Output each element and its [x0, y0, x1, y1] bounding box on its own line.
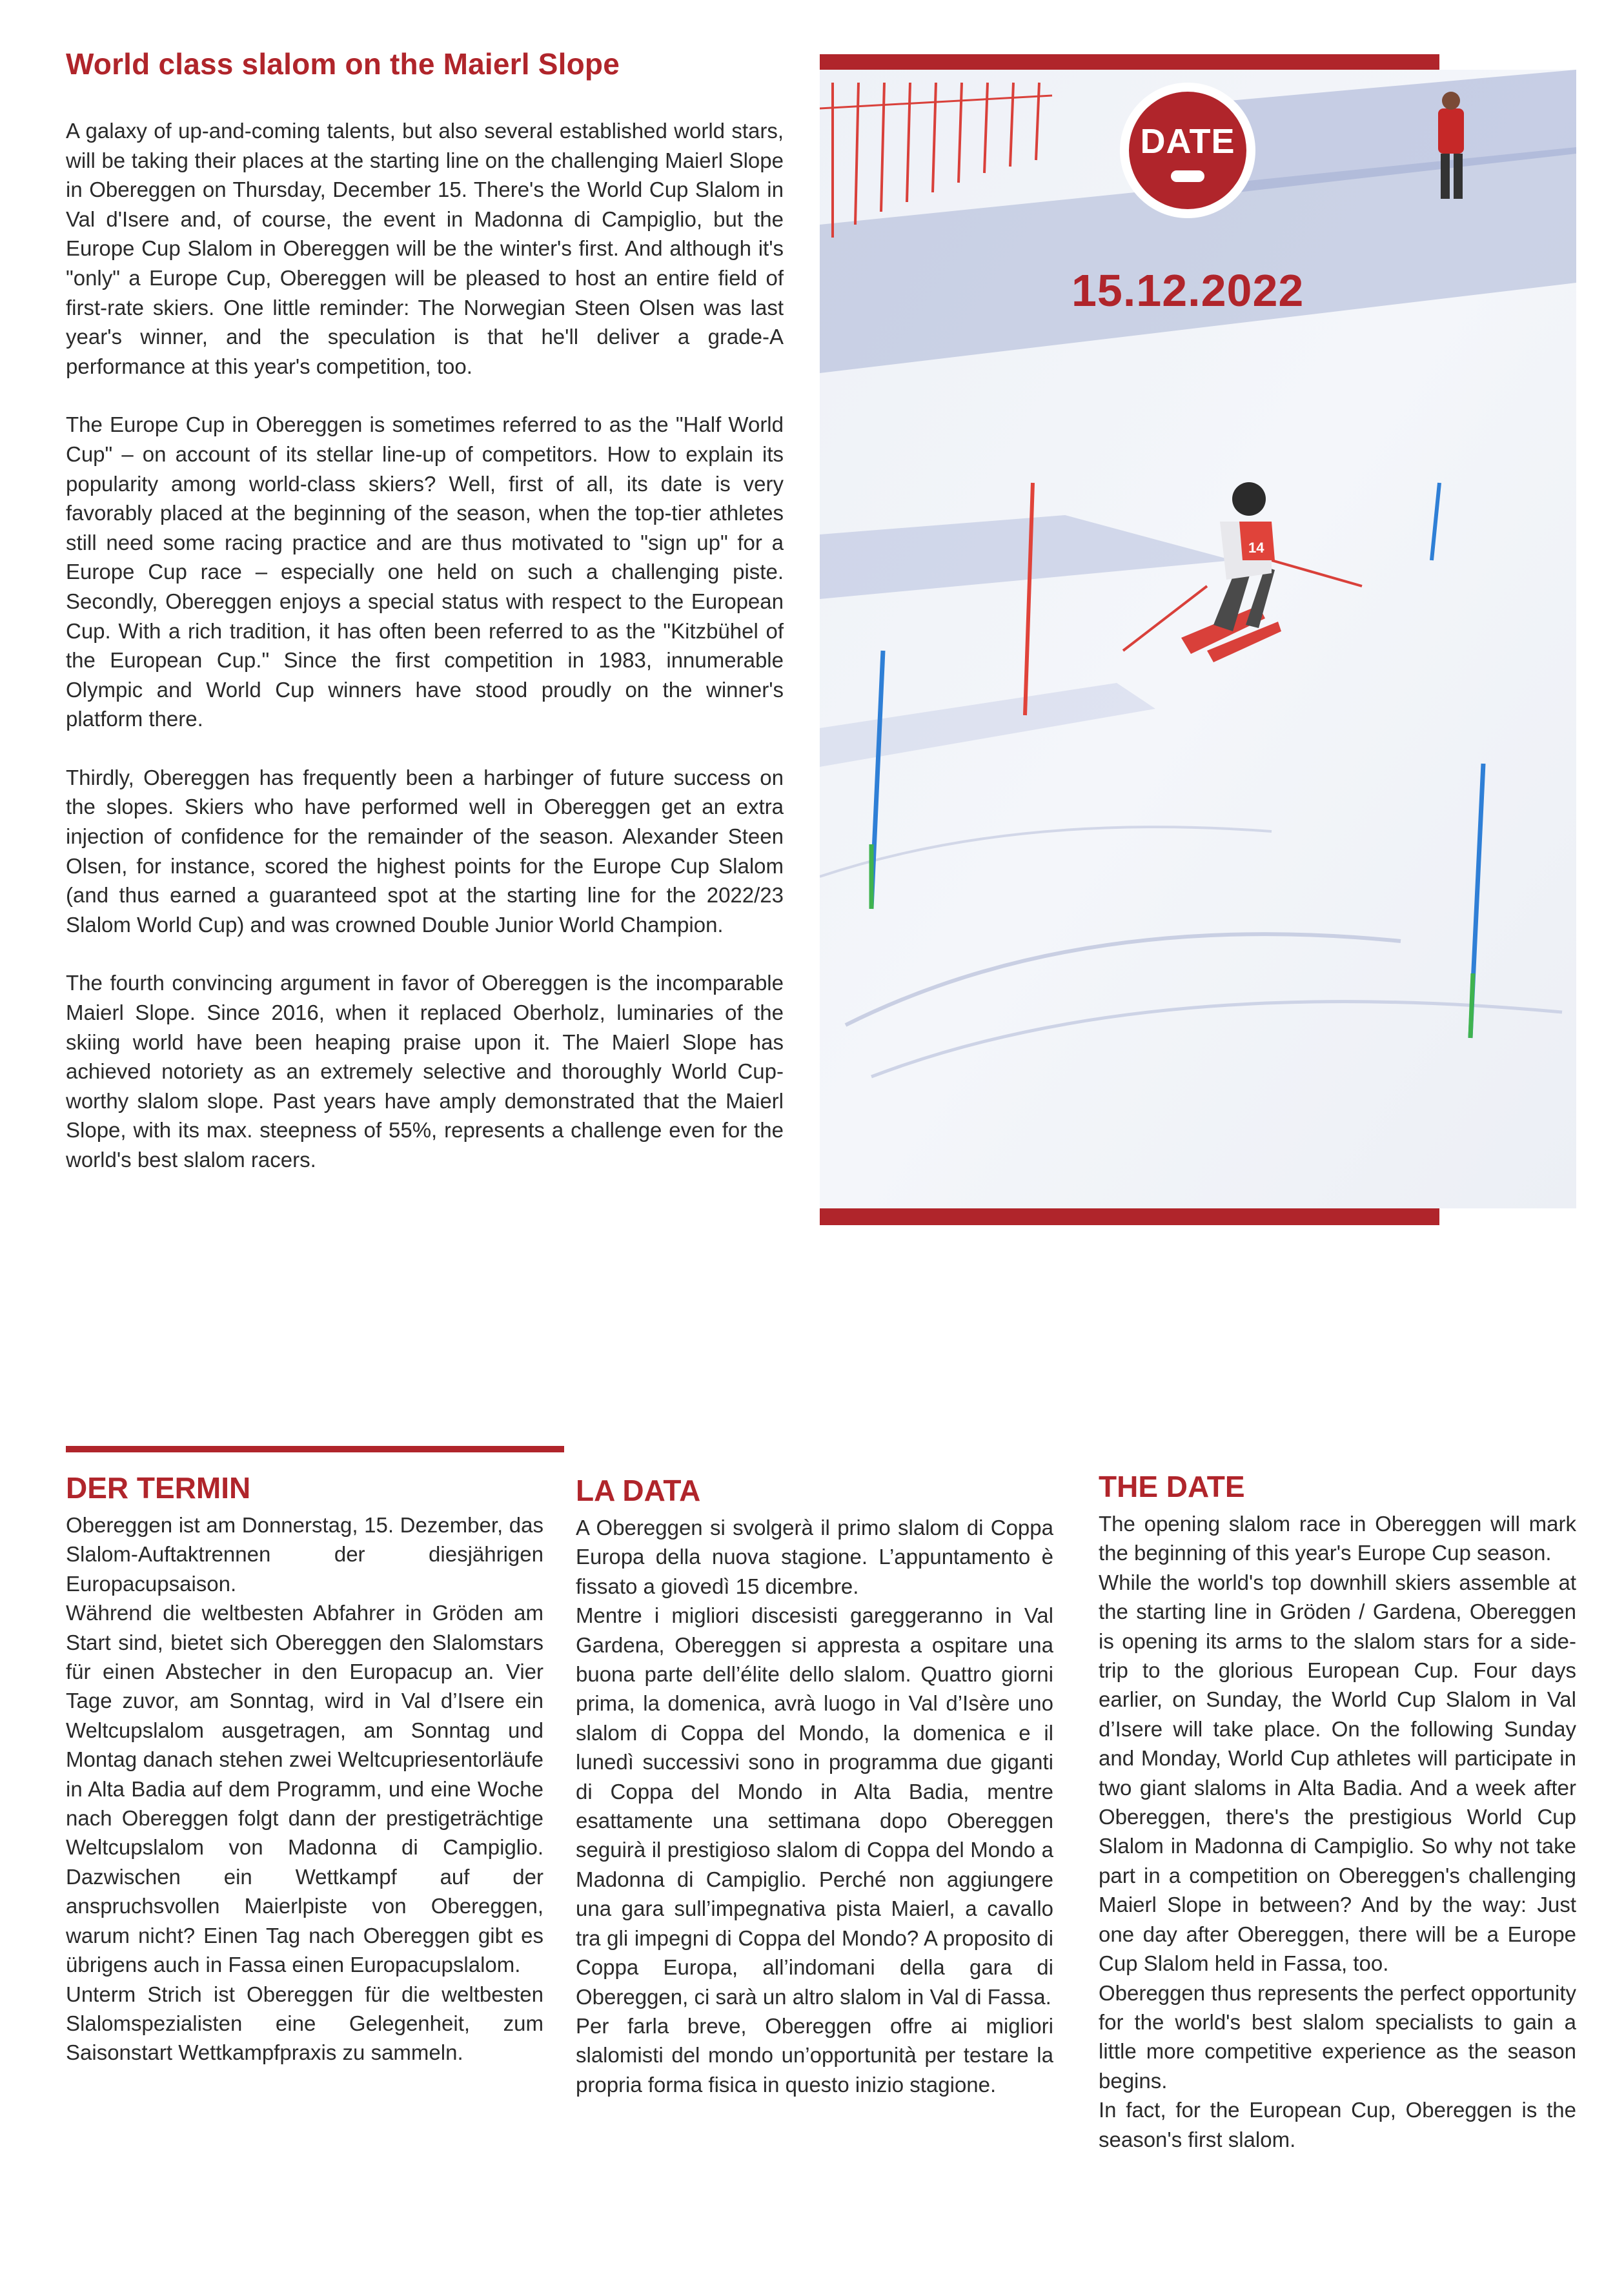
column-heading-en: THE DATE: [1099, 1470, 1245, 1503]
column-text-de: Obereggen ist am Donnerstag, 15. Dezember, das Slalom-Auftaktrennen der diesjährigen Europacupsaison. Während die weltbesten Abfahrer in Gröden am Start sind, bietet sich Obereggen den Slalomstars für einen Abstecher in den Europacup an. Vier Tage zuvor, am Sonntag, wird in Val d’Isere ein Weltcupslalom ausgetragen, am Sonntag und Montag danach stehen zwei Weltcupriesentorläufe in Alta Badia auf dem Programm, und eine Woche nach Obereggen folgt dann der prestigeträchtige Weltcupslalom von Madonna di Campiglio. Dazwischen ein Wettkampf auf der anspruchsvollen Maierlpiste von Obereggen, warum nicht? Einen Tag nach Obereggen gibt es übrigens auch in Fassa einen Europacupslalom. Unterm Strich ist Obereggen für die weltbesten Slalomspezialisten eine Gelegenheit, zum Saisonstart Wettkampfpraxis zu sammeln.: [66, 1513, 543, 2065]
slalom-photo-frame: [820, 54, 1576, 1224]
article-paragraph: Thirdly, Obereggen has frequently been a harbinger of future success on the slopes. Skiers who have performed well in Obereggen get an extra injection of confidence for the remainder of the season. Alexander Steen Olsen, for instance, scored the highest points for the Europe Cup Slalom (and thus earned a guaranteed spot at the starting line for the 2022/23 Slalom World Cup) and was crowned Double Junior World Champion.: [66, 765, 784, 937]
date-badge: [1120, 83, 1255, 218]
column-text-en: The opening slalom race in Obereggen will mark the beginning of this year's Europe Cup season. While the world's top downhill skiers assemble at the starting line in Gröden / Gardena, Obereggen is opening its arms to the slalom stars for a side-trip to the glorious European Cup. Four days earlier, on Sunday, the World Cup Slalom in Val d’Isere will take place. On the following Sunday and Monday, World Cup athletes will participate in two giant slaloms in Alta Badia. And a week after Obereggen, there's the prestigious World Cup Slalom in Madonna di Campiglio. So why not take part in a competition on Obereggen's challenging Maierl Slope in between? And by the way: Just one day after Obereggen, there will be a Europe Cup Slalom held in Fassa, too. Obereggen thus represents the perfect opportunity for the world's best slalom specialists to gain a little more competitive experience as the season begins. In fact, for the European Cup, Obereggen is the season's first slalom.: [1099, 1512, 1576, 2151]
column-german: [66, 1470, 543, 2068]
article-paragraph: A galaxy of up-and-coming talents, but also several established world stars, will be taking their places at the starting line on the challenging Maierl Slope in Obereggen on Thursday, December 15. There's the World Cup Slalom in Val d'Isere and, of course, the event in Madonna di Campiglio, but the Europe Cup Slalom in Obereggen will be the winter's first. And although it's "only" a Europe Cup, Obereggen will be pleased to host an entire field of first-rate skiers. One little reminder: The Norwegian Steen Olsen was last year's winner, and the speculation is that he'll deliver a grade-A performance at this year's competition, too.: [66, 119, 784, 378]
column-english: [1099, 1469, 1576, 2154]
article-paragraph: The fourth convincing argument in favor of Obereggen is the incomparable Maierl Slope. Since 2016, when it replaced Oberholz, luminaries of the skiing world have been heaping praise upon it. The Maierl Slope has achieved notoriety as an extremely selective and thoroughly World Cup-worthy slalom slope. Past years have amply demonstrated that the Maierl Slope, with its max. steepness of 55%, represents a challenge even for the world's best slalom racers.: [66, 971, 784, 1172]
slalom-photo: [820, 70, 1576, 1208]
photo-top-bar: [820, 54, 1439, 70]
event-date: 15.12.2022: [1071, 265, 1304, 316]
column-italian: [576, 1473, 1053, 2099]
ski-slope-illustration: [820, 70, 1576, 1208]
section-divider: [66, 1446, 564, 1452]
column-text-it: A Obereggen si svolgerà il primo slalom di Coppa Europa della nuova stagione. L’appuntamento è fissato a giovedì 15 dicembre. Mentre i migliori discesisti gareggeranno in Val Gardena, Obereggen si appresta a ospitare una buona parte dell’élite dello slalom. Quattro giorni prima, la domenica, avrà luogo in Val d’Isère uno slalom di Coppa del Mondo, la domenica e il lunedì successivi sono in programma due giganti di Coppa del Mondo in Alta Badia, mentre esattamente una settimana dopo Obereggen seguirà il prestigioso slalom di Coppa del Mondo a Madonna di Campiglio. Perché non aggiungere una gara sull’impegnativa pista Maierl, a cavallo tra gli impegni di Coppa del Mondo? A proposito di Coppa Europa, all’indomani della gara di Obereggen, ci sarà un altro slalom in Val di Fassa. Per farla breve, Obereggen offre ai migliori slalomisti del mondo un’opportunità per testare la propria forma fisica in questo inizio stagione.: [576, 1516, 1053, 2097]
date-badge-circle: [1129, 92, 1246, 209]
column-heading-it: LA DATA: [576, 1474, 701, 1507]
column-heading-de: DER TERMIN: [66, 1471, 251, 1505]
article-body: [66, 116, 784, 1204]
photo-bottom-bar: [820, 1208, 1439, 1225]
date-badge-label: DATE: [1140, 122, 1235, 161]
article-paragraph: The Europe Cup in Obereggen is sometimes referred to as the "Half World Cup" – on account of its stellar line-up of competitors. How to explain its popularity among world-class skiers? Well, first of all, its date is very favorably placed at the beginning of the season, when the top-tier athletes still need some racing practice and are thus motivated to "sign up" for a Europe Cup race – especially one held on such a challenging piste. Secondly, Obereggen enjoys a special status with respect to the European Cup. With a rich tradition, it has often been referred to as the "Kitzbühel of the European Cup." Since the first competition in 1983, innumerable Olympic and World Cup winners have stood proudly on the winner's platform there.: [66, 412, 784, 731]
date-badge-dash: [1171, 170, 1204, 182]
article-title: World class slalom on the Maierl Slope: [66, 47, 620, 81]
bib-number: 14: [1248, 540, 1264, 556]
